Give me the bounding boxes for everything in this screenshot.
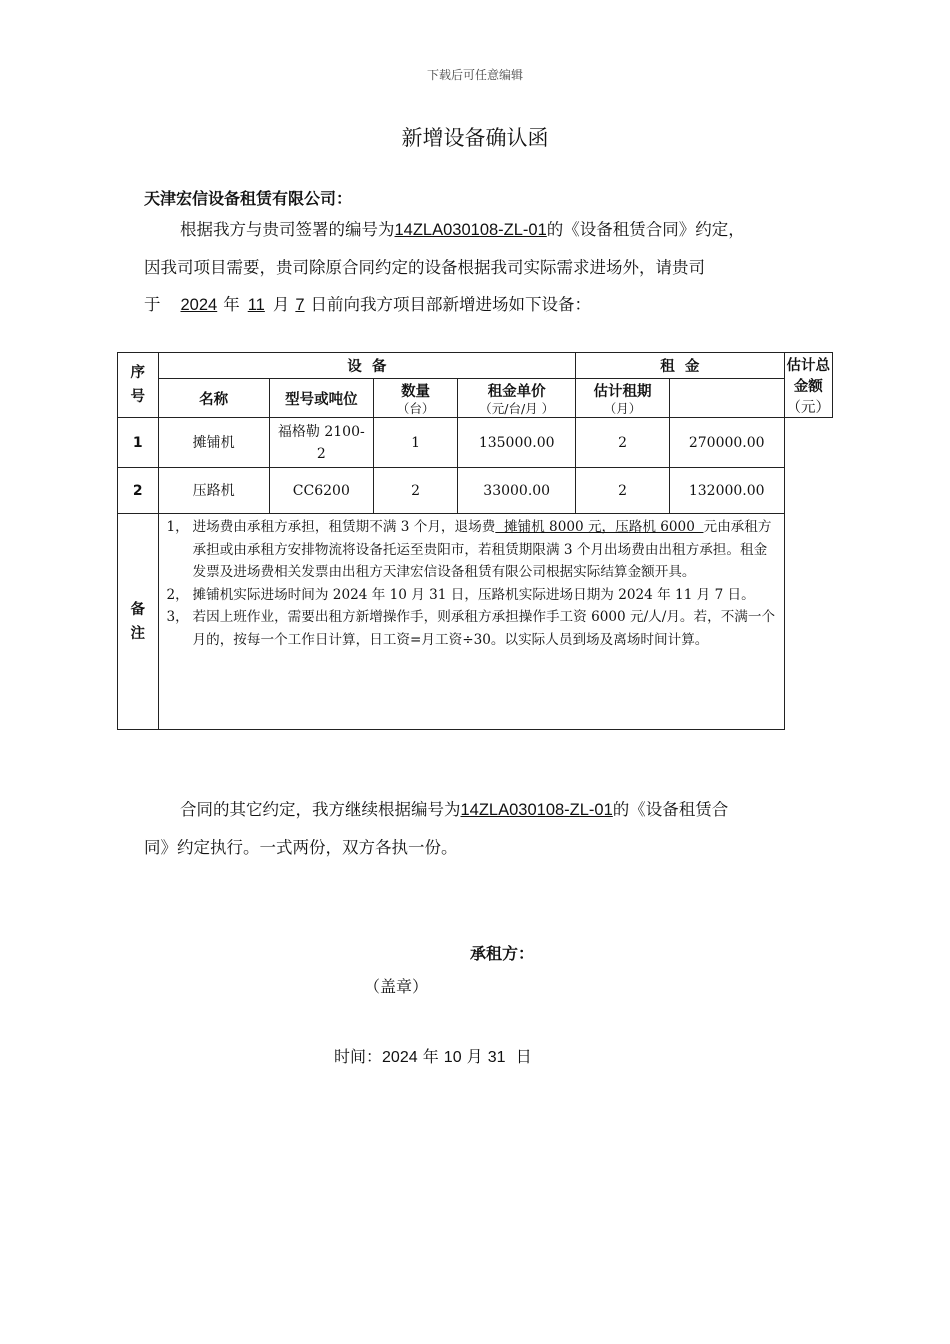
deadline-year: 2024: [180, 296, 218, 314]
row-unit-price: 135000.00: [458, 418, 576, 468]
row-name: 压路机: [158, 468, 269, 514]
notes-content: [158, 514, 784, 730]
intro-text-1a: 根据我方与贵司签署的编号为: [180, 220, 395, 239]
lessee-label: 承租方：: [470, 944, 535, 963]
row-qty: 2: [373, 468, 457, 514]
table-row: [118, 468, 833, 514]
header-model: 型号或吨位: [269, 379, 373, 418]
header-period: 估计租期 （月）: [576, 379, 670, 418]
table-row: [118, 418, 833, 468]
contract-number: 14ZLA030108-ZL-01: [394, 221, 547, 239]
row-period: 2: [576, 468, 670, 514]
row-seq: 1: [118, 418, 159, 468]
note-item: 3， 若因上班作业，需要出租方新增操作手，则承租方承担操作手工资 6000 元/人/月。若，不满一个月的，按每一个工作日计算，日工资=月工资÷30。以实际人员到场及离场时间计算。: [166, 609, 776, 648]
header-total: 估计总金额 （元）: [784, 353, 833, 418]
row-seq: 2: [118, 468, 159, 514]
notes-label: 备注: [118, 514, 159, 730]
intro-line-3: 于 2024 年 11 月 7 日前向我方项目部新增进场如下设备：: [144, 295, 592, 314]
intro-line-2: 因我司项目需要，贵司除原合同约定的设备根据我司实际需求进场外，请贵司: [144, 258, 705, 277]
row-model: CC6200: [269, 468, 373, 514]
closing-line-1: 合同的其它约定，我方继续根据编号为14ZLA030108-ZL-01的《设备租赁合: [180, 800, 729, 819]
row-unit-price: 33000.00: [458, 468, 576, 514]
row-model: 福格勒 2100-2: [269, 418, 373, 468]
header-note: 下载后可任意编辑: [426, 68, 523, 82]
header-equipment: 设 备: [158, 353, 576, 379]
intro-text-1b: 的《设备租赁合同》约定，: [546, 220, 745, 239]
header-rent: 租 金: [576, 353, 784, 379]
row-total: 270000.00: [669, 418, 784, 468]
document-title: 新增设备确认函: [401, 126, 549, 150]
deadline-day: 7: [295, 296, 305, 314]
equipment-table: [117, 352, 833, 730]
row-total: 132000.00: [669, 468, 784, 514]
note-item: 2， 摊铺机实际进场时间为 2024 年 10 月 31 日，压路机实际进场日期为 2024 年 11 月 7 日。: [166, 586, 755, 603]
intro-line-1: [144, 212, 824, 248]
header-seq: 序号: [118, 353, 159, 418]
contract-number-closing: 14ZLA030108-ZL-01: [460, 801, 613, 819]
note-item: 1， 进场费由承租方承担，租赁期不满 3 个月，退场费 摊铺机 8000 元，压路机 6000 元由承租方承担或由承租方安排物流将设备托运至贵阳市，若租赁期限满 3 个月出场费由出租方承担。租金发票及进场费相关发票由出租方天津宏信设备租赁有限公司根据实际结算金额开具。: [166, 519, 772, 580]
sign-date: 时间：2024 年 10 月 31 日: [334, 1047, 532, 1066]
seal-text: （盖章）: [364, 977, 429, 996]
row-qty: 1: [373, 418, 457, 468]
row-period: 2: [576, 418, 670, 468]
deadline-month: 11: [247, 296, 265, 314]
header-qty: 数量 （台）: [373, 379, 457, 418]
header-name: 名称: [158, 379, 269, 418]
addressee: 天津宏信设备租赁有限公司：: [144, 189, 353, 208]
header-unit-price: 租金单价 （元/台/月 ）: [458, 379, 576, 418]
closing-line-2: 同》约定执行。一式两份，双方各执一份。: [144, 838, 458, 857]
row-name: 摊铺机: [158, 418, 269, 468]
